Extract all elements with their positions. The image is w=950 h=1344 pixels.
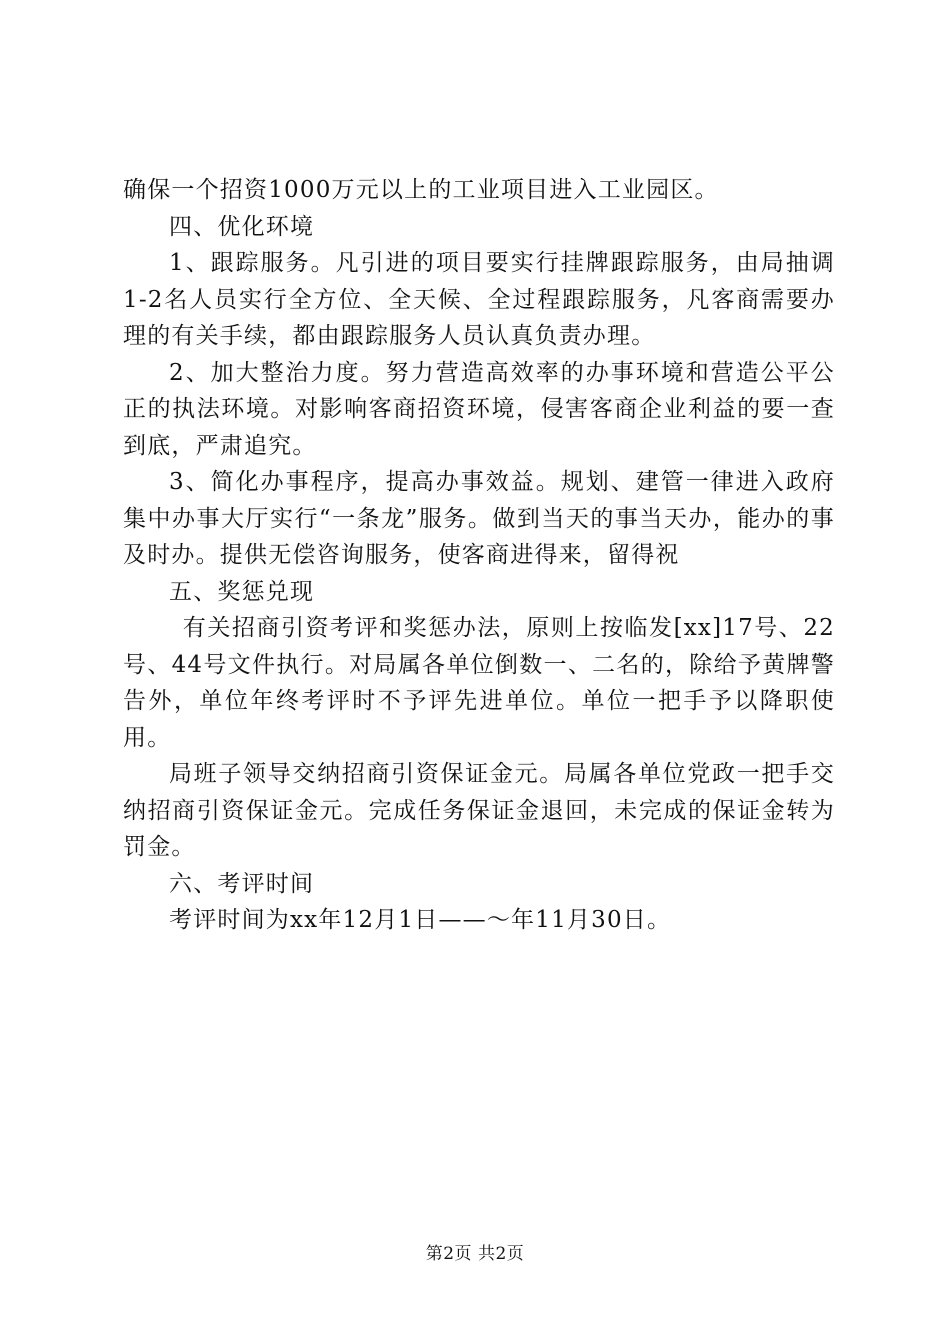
document-body — [123, 172, 835, 939]
section-heading-rewards-penalties: 五、奖惩兑现 — [169, 578, 315, 605]
paragraph-evaluation-rules: 有关招商引资考评和奖惩办法，原则上按临发[xx]17号、22号、44号文件执行。对局属各单位倒数一、二名的，除给予黄牌警告外，单位年终考评时不予评先进单位。单位一把手予以降职使用。 — [123, 615, 835, 751]
paragraph-evaluation-period: 考评时间为xx年12月1日——～年11月30日。 — [169, 907, 672, 933]
page-footer — [0, 1243, 950, 1265]
paragraph-deposit: 局班子领导交纳招商引资保证金元。局属各单位党政一把手交纳招商引资保证金元。完成任务保证金退回，未完成的保证金转为罚金。 — [123, 761, 835, 860]
paragraph-simplify-procedures: 3、简化办事程序，提高办事效益。规划、建管一律进入政府集中办事大厅实行“一条龙”服务。做到当天的事当天办，能办的事及时办。提供无偿咨询服务，使客商进得来，留得祝 — [123, 469, 835, 568]
section-heading-evaluation-time: 六、考评时间 — [169, 870, 315, 897]
paragraph-continuation: 确保一个招资1000万元以上的工业项目进入工业园区。 — [123, 177, 719, 203]
paragraph-rectification: 2、加大整治力度。努力营造高效率的办事环境和营造公平公正的执法环境。对影响客商招资环境，侵害客商企业利益的要一查到底，严肃追究。 — [123, 359, 835, 459]
paragraph-tracking-service: 1、跟踪服务。凡引进的项目要实行挂牌跟踪服务，由局抽调1-2名人员实行全方位、全天候、全过程跟踪服务，凡客商需要办理的有关手续，都由跟踪服务人员认真负责办理。 — [123, 250, 835, 349]
section-heading-optimize-environment: 四、优化环境 — [169, 213, 315, 240]
page-number-label: 第2页 共2页 — [425, 1244, 525, 1264]
